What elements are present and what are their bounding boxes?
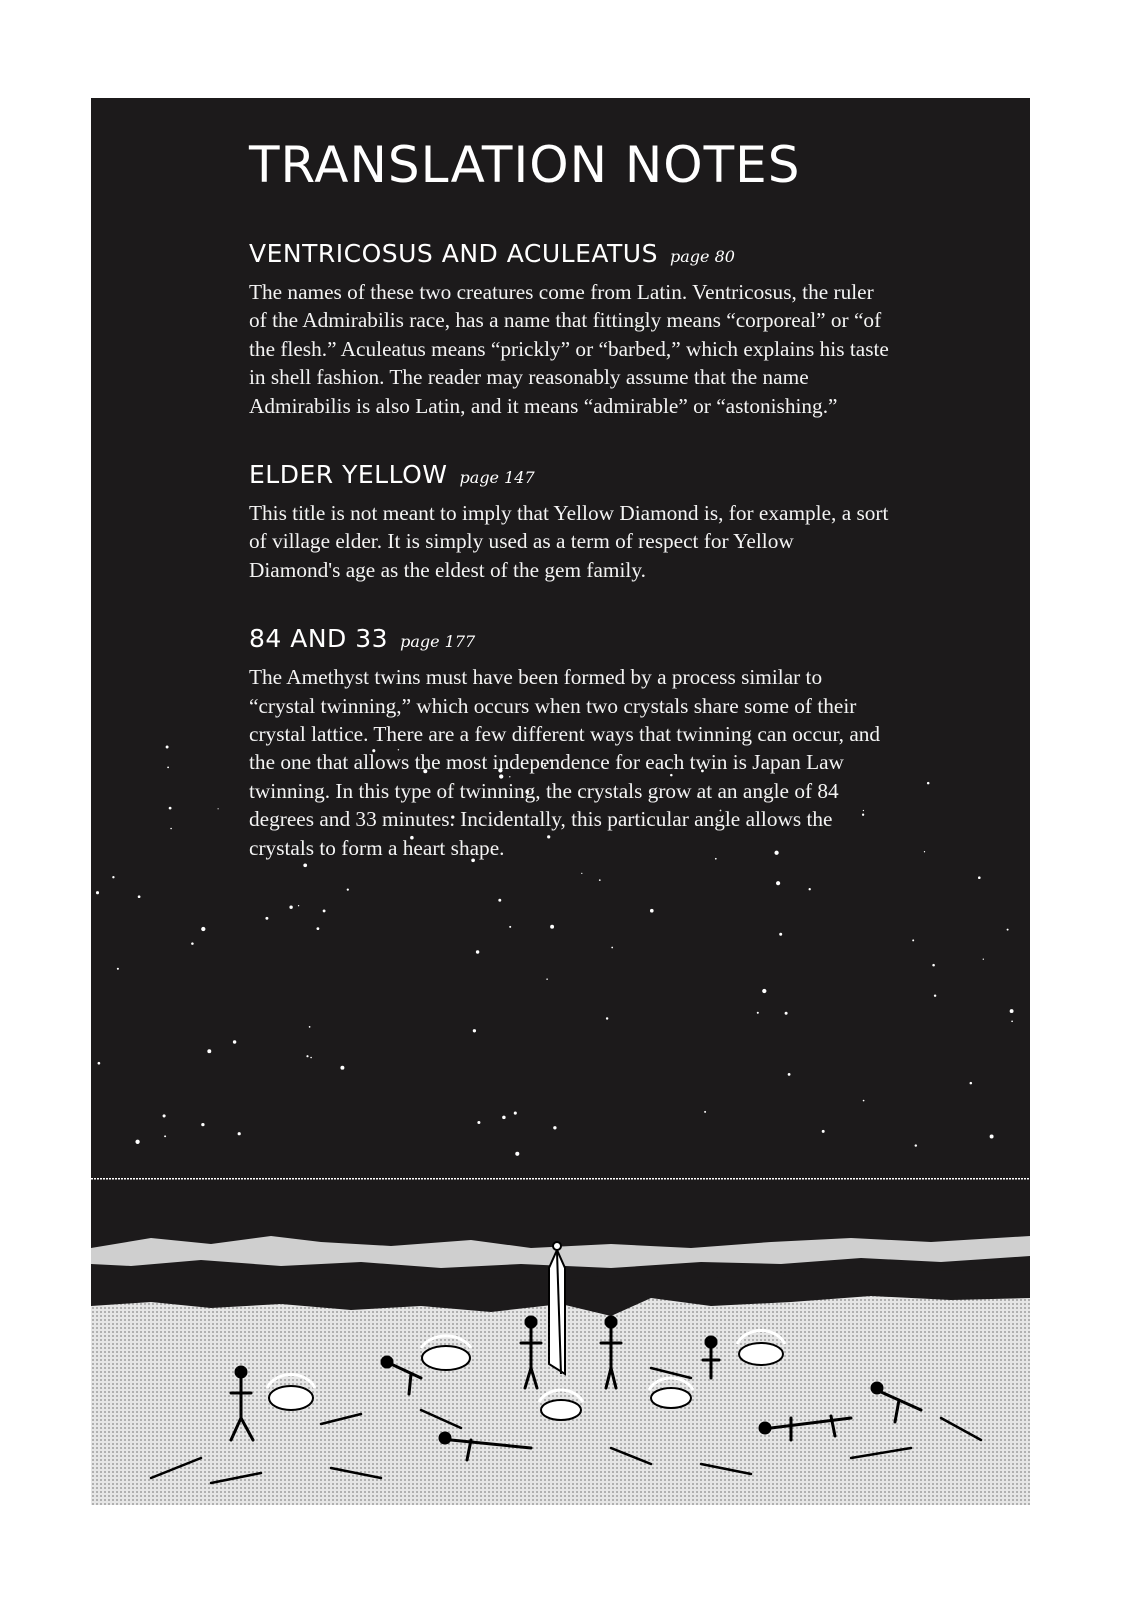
star bbox=[309, 1026, 311, 1028]
star bbox=[704, 1111, 706, 1113]
note-ventricosus bbox=[249, 239, 889, 420]
note-84-and-33 bbox=[249, 624, 889, 862]
star bbox=[606, 1017, 608, 1019]
star bbox=[316, 927, 319, 930]
night-beach-scene-illustration bbox=[91, 1178, 1030, 1505]
star bbox=[1010, 1009, 1014, 1013]
star bbox=[550, 925, 554, 929]
star bbox=[822, 1130, 825, 1133]
star bbox=[934, 994, 936, 996]
star bbox=[289, 906, 292, 909]
star bbox=[164, 1135, 166, 1137]
star bbox=[323, 909, 326, 912]
note-heading: ELDER YELLOW bbox=[249, 460, 448, 490]
star bbox=[169, 807, 172, 810]
star bbox=[477, 1121, 480, 1124]
star bbox=[515, 1152, 519, 1156]
star bbox=[912, 939, 914, 941]
star bbox=[650, 909, 654, 913]
star bbox=[546, 978, 548, 980]
star bbox=[785, 1012, 788, 1015]
note-body: The names of these two creatures come from Latin. Ventricosus, the ruler of the Admirabilis race, has a name that fittingly means “corporeal” or “of the flesh.” Aculeatus means “prickly” or “barbed,” which explains his taste in shell fashion. The reader may reasonably assume that the name Admirabilis is also Latin, and it means “admirable” or “astonishing.” bbox=[249, 280, 889, 418]
star bbox=[476, 950, 479, 953]
star bbox=[138, 895, 141, 898]
star bbox=[611, 947, 613, 949]
dark-panel bbox=[91, 98, 1030, 1505]
star bbox=[112, 876, 114, 878]
star bbox=[191, 942, 194, 945]
star bbox=[514, 1112, 517, 1115]
star bbox=[233, 1040, 236, 1043]
star bbox=[1007, 929, 1009, 931]
star bbox=[298, 905, 299, 906]
star bbox=[788, 1073, 791, 1076]
star bbox=[509, 926, 511, 928]
note-body: This title is not meant to imply that Yellow Diamond is, for example, a sort of village elder. It is simply used as a term of respect for Yellow Diamond's age as the eldest of the gem family. bbox=[249, 501, 889, 582]
star bbox=[96, 891, 99, 894]
star bbox=[265, 917, 268, 920]
star bbox=[340, 1066, 344, 1070]
notes-content bbox=[249, 138, 889, 902]
note-body: The Amethyst twins must have been formed by a process similar to “crystal twinning,” which occurs when two crystals share some of their crystal lattice. There are a few different ways that twinning can occur, and the one that allows the most independence for each twin is Japan Law twinning. In this type of twinning, the crystals grow at an angle of 84 degrees and 33 minutes. Incidentally, this particular angle allows the crystals to form a heart shape. bbox=[249, 665, 881, 860]
star bbox=[473, 1029, 476, 1032]
star bbox=[117, 968, 119, 970]
note-page-ref: page 177 bbox=[400, 632, 476, 652]
star bbox=[757, 1012, 759, 1014]
star bbox=[201, 927, 205, 931]
star bbox=[1011, 1020, 1013, 1022]
star bbox=[502, 1116, 506, 1120]
note-page-ref: page 147 bbox=[459, 468, 535, 488]
star bbox=[98, 1062, 101, 1065]
star bbox=[983, 959, 984, 960]
star bbox=[218, 808, 219, 809]
star bbox=[306, 1055, 308, 1057]
star bbox=[135, 1140, 139, 1144]
note-page-ref: page 80 bbox=[669, 247, 735, 266]
star bbox=[170, 828, 172, 830]
star bbox=[238, 1132, 241, 1135]
star bbox=[915, 1144, 917, 1146]
page-title: TRANSLATION NOTES bbox=[249, 136, 801, 194]
star bbox=[762, 989, 766, 993]
note-elder-yellow bbox=[249, 460, 889, 584]
star bbox=[779, 933, 782, 936]
star bbox=[978, 876, 981, 879]
star bbox=[924, 851, 925, 852]
star bbox=[970, 1082, 973, 1085]
note-heading: 84 AND 33 bbox=[249, 624, 389, 654]
star bbox=[207, 1049, 211, 1053]
star bbox=[201, 1123, 204, 1126]
star bbox=[863, 1100, 865, 1102]
star bbox=[310, 1057, 312, 1059]
star bbox=[932, 964, 935, 967]
star bbox=[166, 746, 169, 749]
star bbox=[167, 767, 169, 769]
star bbox=[990, 1135, 994, 1139]
star bbox=[163, 1114, 166, 1117]
star bbox=[927, 782, 930, 785]
note-heading: VENTRICOSUS AND ACULEATUS bbox=[249, 239, 658, 268]
star bbox=[553, 1126, 556, 1129]
